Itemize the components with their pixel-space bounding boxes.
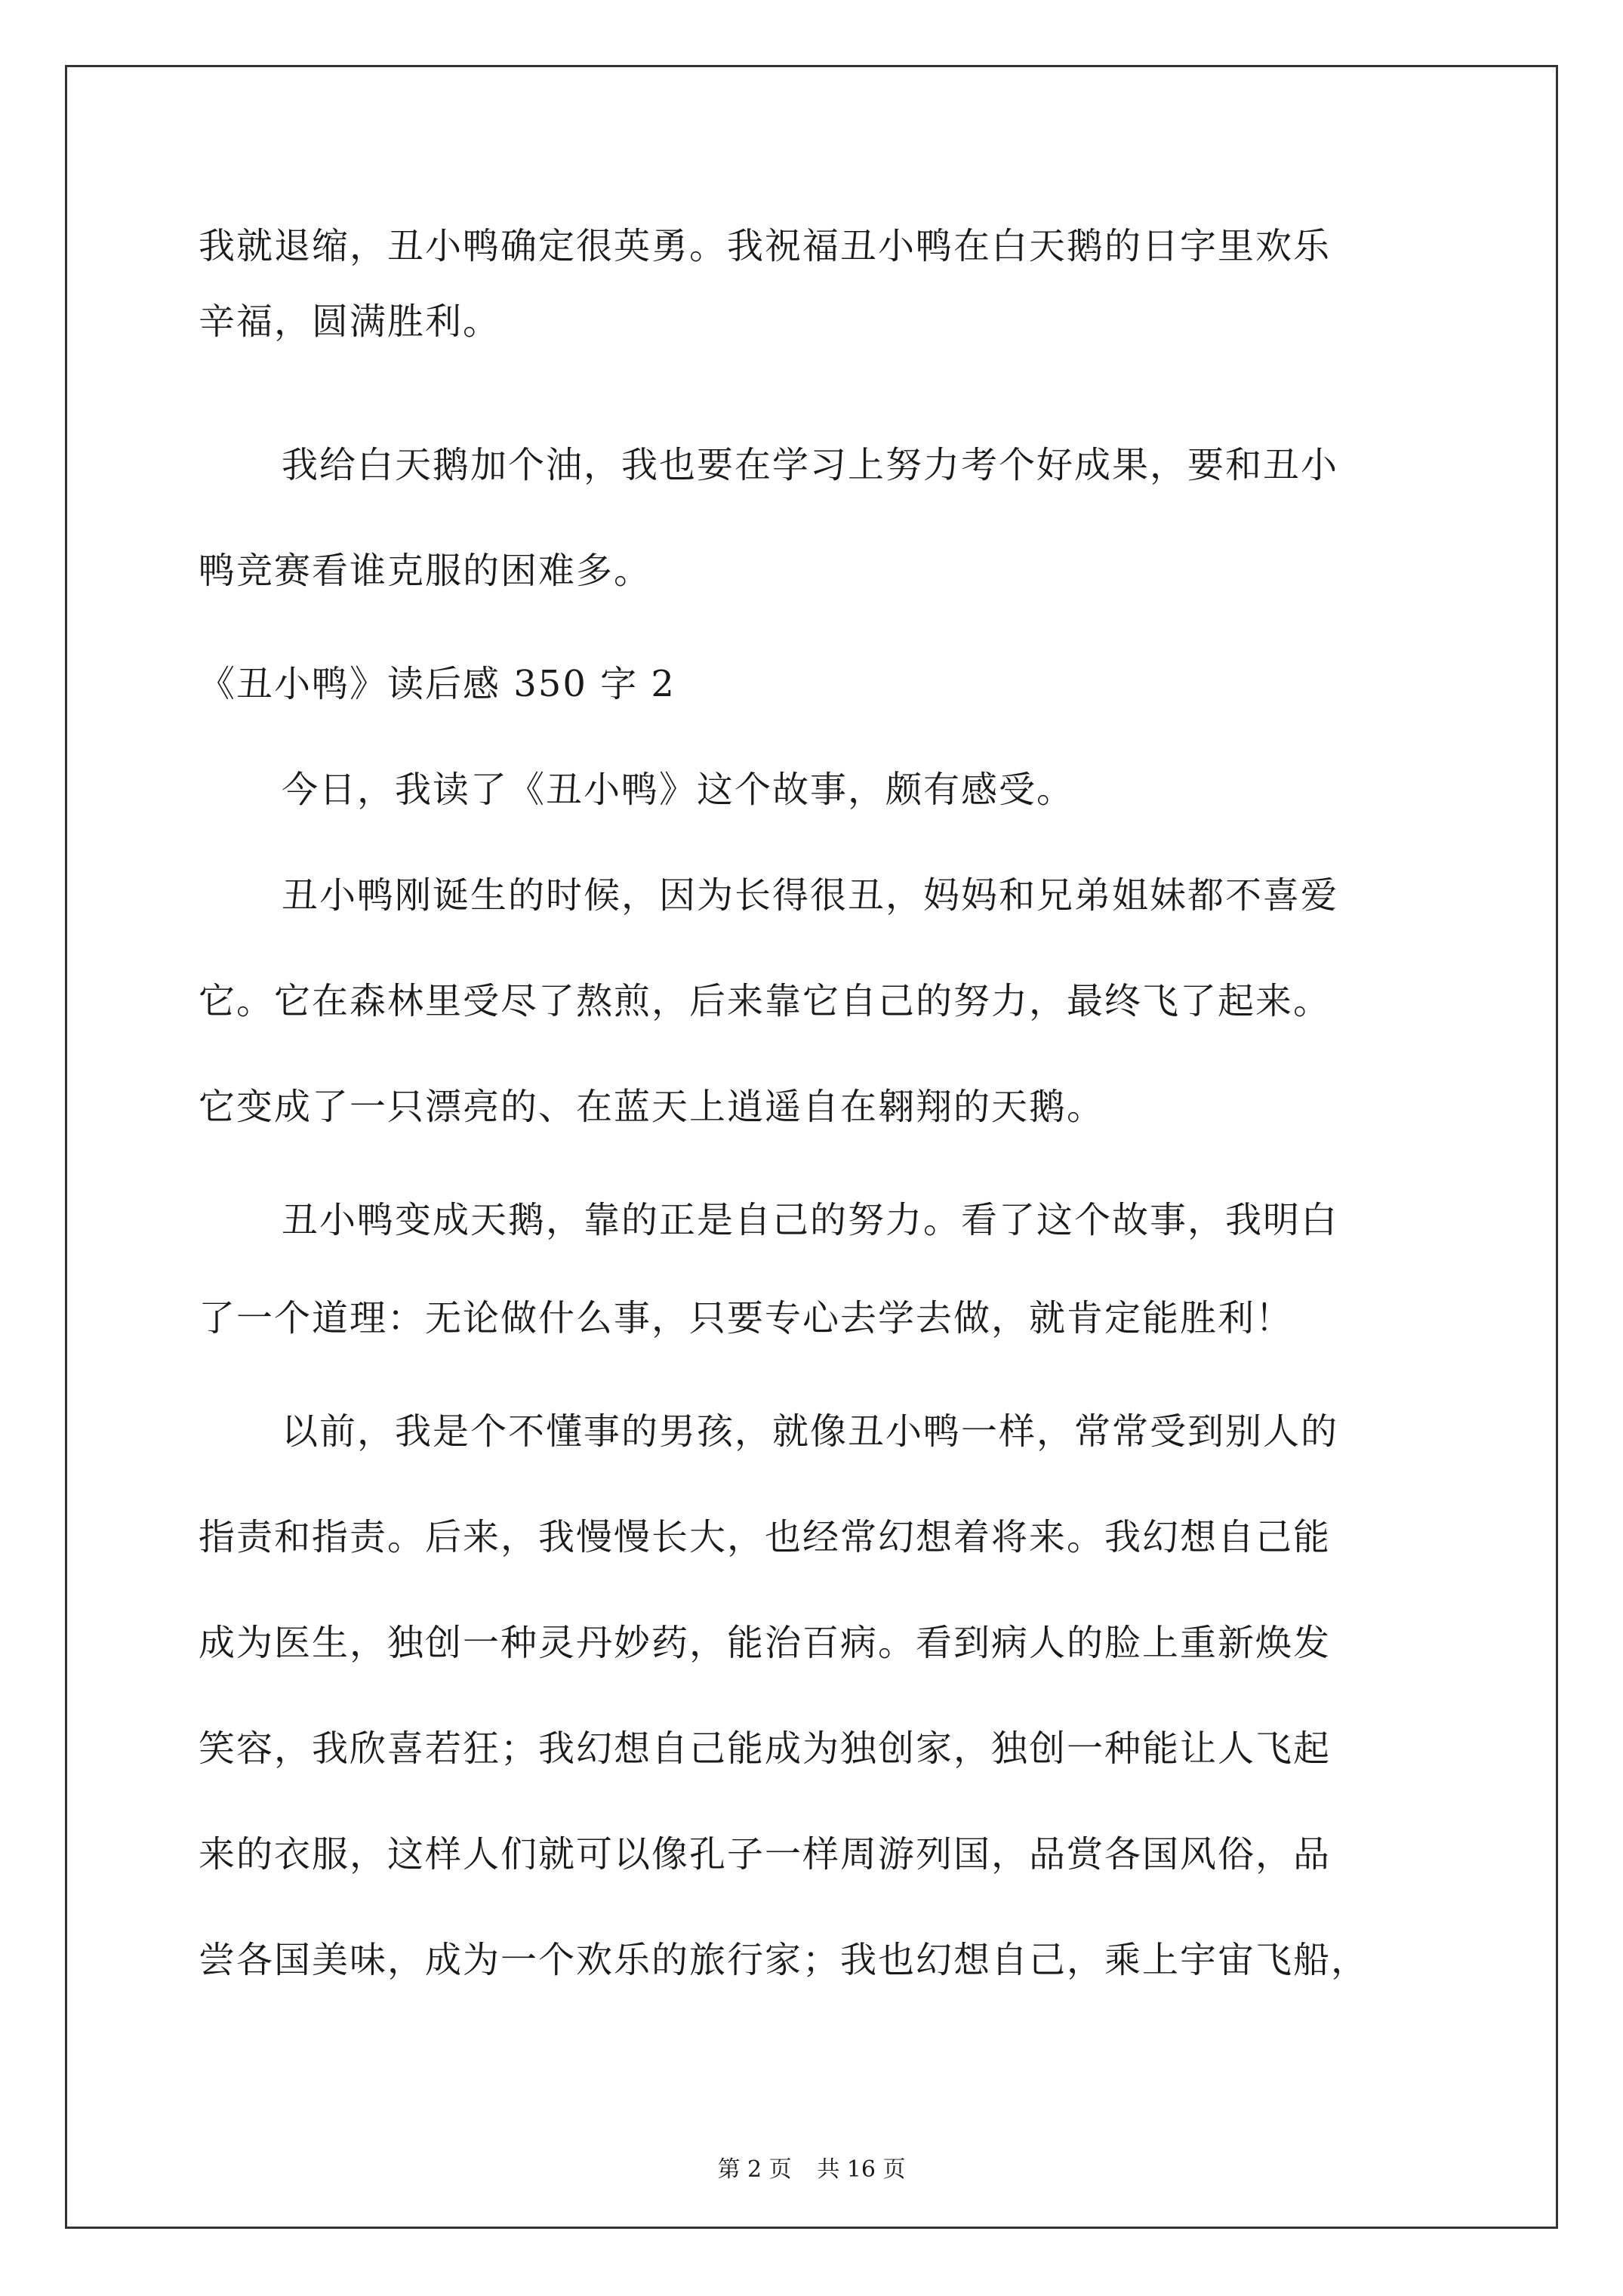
- page-border: [65, 65, 1558, 2229]
- page-footer: [0, 2156, 1623, 2184]
- text-line: 丑小鸭变成天鹅，靠的正是自己的努力。看了这个故事，我明白: [282, 1199, 1339, 1241]
- text-line: 丑小鸭刚诞生的时候，因为长得很丑，妈妈和兄弟姐妹都不喜爱: [282, 874, 1339, 917]
- text-line: 指责和指责。后来，我慢慢长大，也经常幻想着将来。我幻想自己能: [199, 1516, 1332, 1558]
- text-line: 笑容，我欣喜若狂；我幻想自己能成为独创家，独创一种能让人飞起: [199, 1727, 1332, 1770]
- text-line: 我就退缩，丑小鸭确定很英勇。我祝福丑小鸭在白天鹅的日字里欢乐: [199, 225, 1332, 267]
- text-line: 辛福，圆满胜利。: [199, 300, 501, 343]
- text-line: 了一个道理：无论做什么事，只要专心去学去做，就肯定能胜利！: [199, 1297, 1294, 1339]
- section-heading: 《丑小鸭》读后感 350 字 2: [199, 663, 676, 705]
- text-line: 来的衣服，这样人们就可以像孔子一样周游列国，品赏各国风俗，品: [199, 1833, 1332, 1875]
- text-line: 我给白天鹅加个油，我也要在学习上努力考个好成果，要和丑小: [282, 444, 1339, 486]
- text-line: 成为医生，独创一种灵丹妙药，能治百病。看到病人的脸上重新焕发: [199, 1622, 1332, 1664]
- text-line: 它变成了一只漂亮的、在蓝天上逍遥自在翱翔的天鹅。: [199, 1086, 1105, 1128]
- text-line: 今日，我读了《丑小鸭》这个故事，颇有感受。: [282, 769, 1075, 811]
- text-line: 尝各国美味，成为一个欢乐的旅行家；我也幻想自己，乘上宇宙飞船，: [199, 1939, 1369, 1981]
- text-line: 以前，我是个不懂事的男孩，就像丑小鸭一样，常常受到别人的: [282, 1410, 1339, 1453]
- page-total: 共 16 页: [817, 2156, 906, 2183]
- page-number: 第 2 页: [717, 2156, 792, 2183]
- text-line: 鸭竞赛看谁克服的困难多。: [199, 550, 652, 592]
- text-line: 它。它在森林里受尽了熬煎，后来靠它自己的努力，最终飞了起来。: [199, 980, 1332, 1022]
